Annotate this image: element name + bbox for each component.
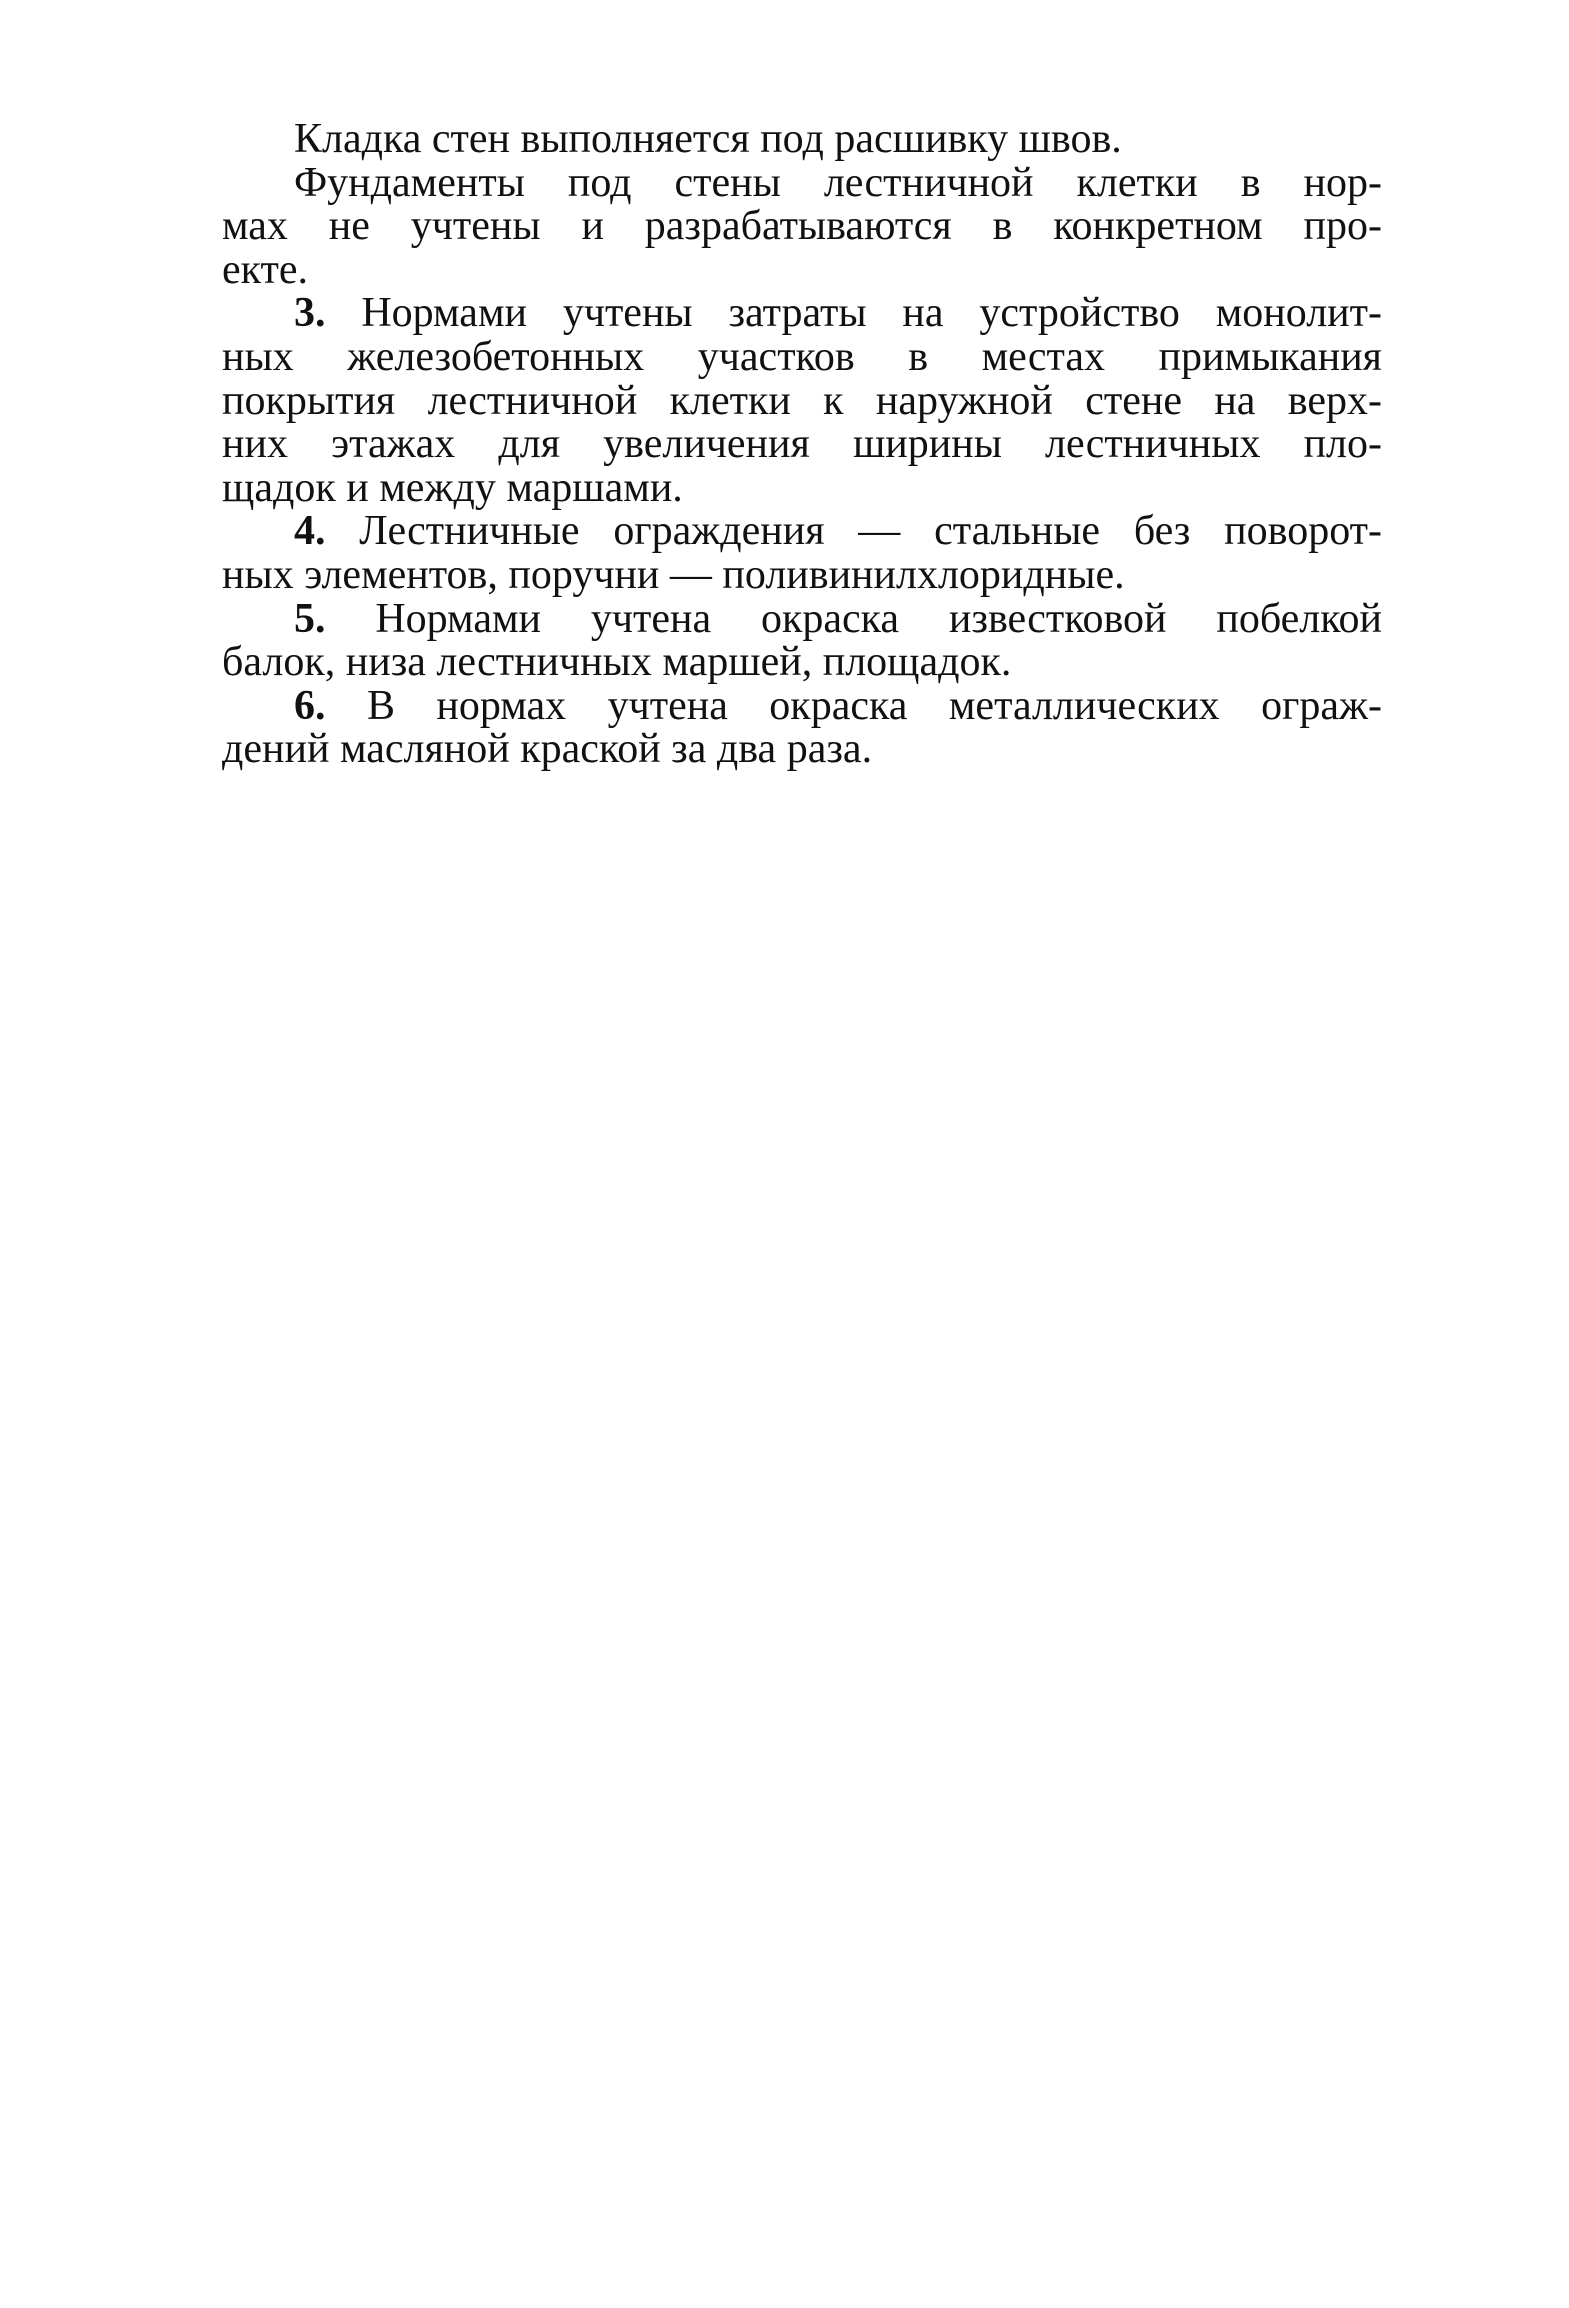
document-body (222, 118, 1382, 772)
paragraph (222, 510, 1382, 597)
line-text: ных элементов, поручни — поливинилхлоридные. (222, 551, 1125, 598)
paragraph-number: 5. (294, 595, 326, 642)
text-line (222, 595, 1382, 642)
text-line (222, 641, 1382, 685)
line-text: Нормами учтены затраты на устройство монолит- (325, 290, 1382, 337)
line-text: мах не учтены и разрабатываются в конкретном про- (222, 203, 1382, 250)
line-text: щадок и между маршами. (222, 464, 683, 511)
paragraph (222, 159, 1382, 293)
paragraph (222, 118, 1382, 162)
text-line (222, 159, 1382, 206)
line-text: покрытия лестничной клетки к наружной стене на верх- (222, 377, 1382, 424)
line-text: них этажах для увеличения ширины лестничных пло- (222, 421, 1382, 468)
text-line (222, 551, 1382, 598)
line-text: Лестничные ограждения — стальные без поворот- (325, 508, 1382, 555)
text-line (222, 333, 1382, 380)
text-line (222, 728, 1382, 772)
paragraph (222, 292, 1382, 510)
paragraph (222, 595, 1382, 686)
line-text: балок, низа лестничных маршей, площадок. (222, 639, 1012, 686)
line-text: екте. (222, 246, 308, 293)
text-line (222, 118, 1382, 162)
text-line (222, 464, 1382, 511)
text-line (222, 377, 1382, 424)
line-text: Фундаменты под стены лестничной клетки в нор- (294, 159, 1382, 206)
text-line (222, 292, 1382, 336)
line-text: Кладка стен выполняется под расшивку швов. (294, 116, 1122, 162)
text-line (222, 205, 1382, 249)
text-line (222, 510, 1382, 554)
line-text: Нормами учтена окраска известковой побелкой (325, 595, 1382, 642)
line-text: В нормах учтена окраска металлических ограж- (325, 682, 1382, 729)
line-text: дений масляной краской за два раза. (222, 726, 873, 773)
text-line (222, 423, 1382, 467)
text-line (222, 246, 1382, 293)
line-text: ных железобетонных участков в местах примыкания (222, 333, 1382, 380)
paragraph-number: 6. (294, 682, 326, 729)
text-line (222, 682, 1382, 729)
paragraph (222, 682, 1382, 773)
paragraph-number: 4. (294, 508, 326, 555)
paragraph-number: 3. (294, 290, 326, 337)
